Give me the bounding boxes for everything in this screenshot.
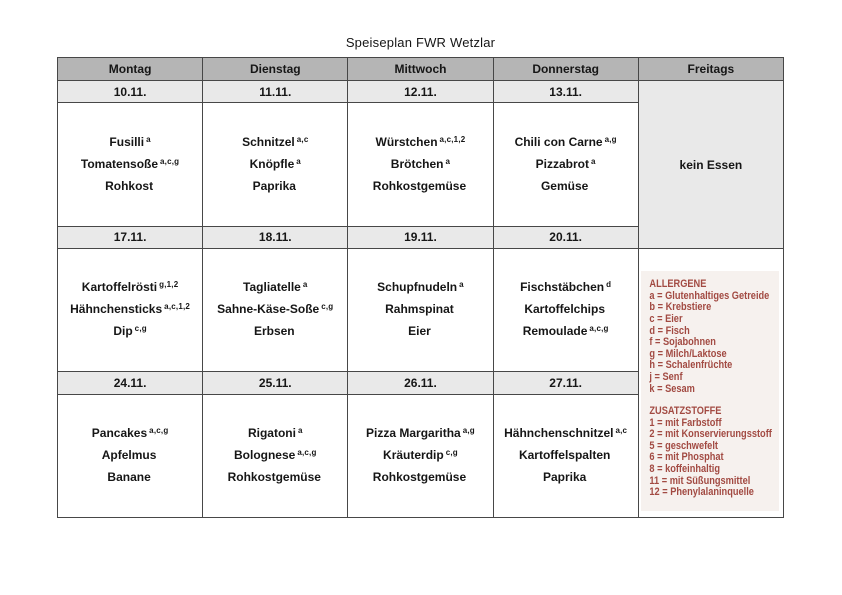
meal-item xyxy=(203,448,347,464)
meal-item xyxy=(494,179,638,195)
additives-legend-title: ZUSATZSTOFFE xyxy=(649,405,722,418)
meal-name: Tomatensoße xyxy=(80,156,159,171)
allergen-codes: a xyxy=(296,156,301,166)
allergen-legend-title: ALLERGENE xyxy=(649,278,707,291)
meal-item xyxy=(58,324,202,340)
meal-name: Remoulade xyxy=(522,324,588,339)
allergen-codes: a,c,g xyxy=(297,447,317,457)
allergen-legend-note xyxy=(641,271,779,511)
meal-name: Erbsen xyxy=(253,324,295,339)
meal-cell xyxy=(493,249,638,372)
meal-name: Rigatoni xyxy=(247,425,296,440)
meal-name: Chili con Carne xyxy=(514,134,603,149)
meal-item xyxy=(58,157,202,173)
friday-no-meal-cell: kein Essen xyxy=(638,81,783,249)
meal-cell xyxy=(348,394,493,517)
meal-name: Schnitzel xyxy=(242,134,295,149)
meal-name: Kräuterdip xyxy=(383,447,444,462)
allergen-codes: a xyxy=(591,156,596,166)
legend-line: c = Eier xyxy=(649,312,683,325)
allergen-codes: a xyxy=(459,280,464,290)
meal-cell xyxy=(58,394,203,517)
meal-name: Rohkost xyxy=(105,178,154,193)
meal-item xyxy=(203,135,347,151)
meal-name: Bolognese xyxy=(233,447,296,462)
date-cell: 18.11. xyxy=(203,226,348,248)
meal-name: Fusilli xyxy=(109,134,145,149)
allergen-codes: a xyxy=(297,425,303,435)
meal-item xyxy=(203,302,347,318)
meal-item xyxy=(348,426,492,442)
meal-item xyxy=(58,179,202,195)
date-cell: 11.11. xyxy=(203,81,348,103)
meal-name: Kartoffelchips xyxy=(524,302,605,317)
allergen-codes: d xyxy=(606,280,612,290)
legend-line: k = Sesam xyxy=(649,382,695,395)
meal-name: Paprika xyxy=(542,469,587,484)
date-cell: 10.11. xyxy=(58,81,203,103)
meal-name: Hähnchensticks xyxy=(70,302,163,317)
date-cell: 25.11. xyxy=(203,372,348,394)
date-cell: 17.11. xyxy=(58,226,203,248)
meal-name: Rohkostgemüse xyxy=(372,469,467,484)
allergen-codes: a,c xyxy=(296,134,309,144)
allergen-codes: a,c,g xyxy=(589,324,609,334)
legend-line: a = Glutenhaltiges Getreide xyxy=(649,289,770,302)
meal-name: Dip xyxy=(113,324,133,339)
date-cell: 13.11. xyxy=(493,81,638,103)
allergen-codes: a,c,g xyxy=(160,156,180,166)
meal-item xyxy=(348,302,492,318)
meal-name: Tagliatelle xyxy=(243,280,301,295)
meal-cell xyxy=(493,103,638,226)
meal-item xyxy=(58,470,202,486)
date-cell: 19.11. xyxy=(348,226,493,248)
date-cell: 20.11. xyxy=(493,226,638,248)
meal-row-week2 xyxy=(58,249,784,372)
allergen-codes: a xyxy=(146,134,151,144)
meal-name: Knöpfle xyxy=(249,156,295,171)
legend-cell xyxy=(638,249,783,518)
meal-cell xyxy=(58,103,203,226)
meal-item xyxy=(494,157,638,173)
allergen-codes: a xyxy=(302,280,308,290)
meal-name: Paprika xyxy=(252,178,296,193)
meal-name: Rohkostgemüse xyxy=(372,178,467,193)
meal-name: Fischstäbchen xyxy=(520,280,605,295)
meal-plan-table xyxy=(57,57,784,518)
meal-item xyxy=(203,157,347,173)
meal-name: Apfelmus xyxy=(101,447,157,462)
meal-name: Banane xyxy=(107,469,151,484)
legend-line: b = Krebstiere xyxy=(649,301,712,314)
date-cell: 26.11. xyxy=(348,372,493,394)
legend-line: h = Schalenfrüchte xyxy=(649,359,733,372)
meal-item xyxy=(58,302,202,318)
allergen-codes: a,g xyxy=(604,134,617,144)
meal-item xyxy=(348,157,492,173)
meal-item xyxy=(348,135,492,151)
meal-cell xyxy=(203,103,348,226)
meal-item xyxy=(348,179,492,195)
meal-cell xyxy=(348,249,493,372)
legend-line: 8 = koffeinhaltig xyxy=(649,463,720,476)
legend-line: 1 = mit Farbstoff xyxy=(649,416,722,429)
legend-line: j = Senf xyxy=(649,370,683,383)
page-title: Speiseplan FWR Wetzlar xyxy=(345,35,496,50)
day-header-donnerstag: Donnerstag xyxy=(493,58,638,81)
legend-line: 2 = mit Konservierungsstoff xyxy=(649,428,772,441)
meal-name: Kartoffelrösti xyxy=(81,280,158,295)
meal-item xyxy=(203,324,347,340)
meal-item xyxy=(494,426,638,442)
allergen-codes: c,g xyxy=(445,447,458,457)
allergen-codes: a,c,1,2 xyxy=(439,134,466,144)
legend-line: 11 = mit Süßungsmittel xyxy=(649,474,751,487)
legend-line: d = Fisch xyxy=(649,324,690,337)
meal-name: Eier xyxy=(408,324,431,339)
meal-item xyxy=(494,280,638,296)
meal-name: Würstchen xyxy=(375,134,438,149)
meal-cell xyxy=(203,394,348,517)
allergen-codes: c,g xyxy=(134,324,147,334)
legend-line: 6 = mit Phosphat xyxy=(649,451,724,464)
day-header-freitags: Freitags xyxy=(638,58,783,81)
meal-item xyxy=(58,426,202,442)
meal-item xyxy=(203,179,347,195)
allergen-codes: g,1,2 xyxy=(159,280,179,290)
legend-line: f = Sojabohnen xyxy=(649,336,716,349)
day-header-mittwoch: Mittwoch xyxy=(348,58,493,81)
day-header-montag: Montag xyxy=(58,58,203,81)
allergen-codes: a xyxy=(445,156,451,166)
meal-name: Hähnchenschnitzel xyxy=(504,425,614,440)
meal-name: Gemüse xyxy=(540,178,589,193)
meal-name: Pizza Margaritha xyxy=(366,425,461,440)
meal-name: Sahne-Käse-Soße xyxy=(217,302,320,317)
meal-item xyxy=(203,280,347,296)
date-cell: 27.11. xyxy=(493,372,638,394)
allergen-codes: a,c,g xyxy=(149,425,169,435)
meal-item xyxy=(348,324,492,340)
meal-name: Kartoffelspalten xyxy=(518,447,611,462)
meal-name: Pizzabrot xyxy=(535,156,589,171)
allergen-codes: a,c,1,2 xyxy=(164,302,191,312)
meal-item xyxy=(203,426,347,442)
day-header-dienstag: Dienstag xyxy=(203,58,348,81)
additives-legend xyxy=(649,406,775,499)
meal-name: Rohkostgemüse xyxy=(227,469,321,484)
meal-item xyxy=(494,470,638,486)
allergen-codes: c,g xyxy=(321,302,334,312)
meal-cell xyxy=(348,103,493,226)
legend-line: g = Milch/Laktose xyxy=(649,347,727,360)
meal-item xyxy=(494,324,638,340)
meal-item xyxy=(494,135,638,151)
meal-item xyxy=(58,448,202,464)
date-cell: 24.11. xyxy=(58,372,203,394)
meal-cell xyxy=(58,249,203,372)
allergen-codes: a,g xyxy=(462,425,475,435)
meal-item xyxy=(58,280,202,296)
meal-item xyxy=(348,448,492,464)
meal-item xyxy=(348,280,492,296)
meal-name: Brötchen xyxy=(390,156,444,171)
meal-cell xyxy=(203,249,348,372)
date-row-week1 xyxy=(58,81,784,103)
meal-item xyxy=(494,302,638,318)
legend-line: 12 = Phenylalaninquelle xyxy=(649,486,754,499)
meal-name: Rahmspinat xyxy=(385,302,454,317)
meal-item xyxy=(203,470,347,486)
meal-cell xyxy=(493,394,638,517)
weekday-header-row xyxy=(58,58,784,81)
legend-line: 5 = geschwefelt xyxy=(649,439,718,452)
allergen-codes: a,c xyxy=(615,425,628,435)
meal-item xyxy=(494,448,638,464)
date-cell: 12.11. xyxy=(348,81,493,103)
meal-name: Pancakes xyxy=(91,425,148,440)
meal-name: Schupfnudeln xyxy=(377,280,458,295)
meal-item xyxy=(348,470,492,486)
meal-item xyxy=(58,135,202,151)
